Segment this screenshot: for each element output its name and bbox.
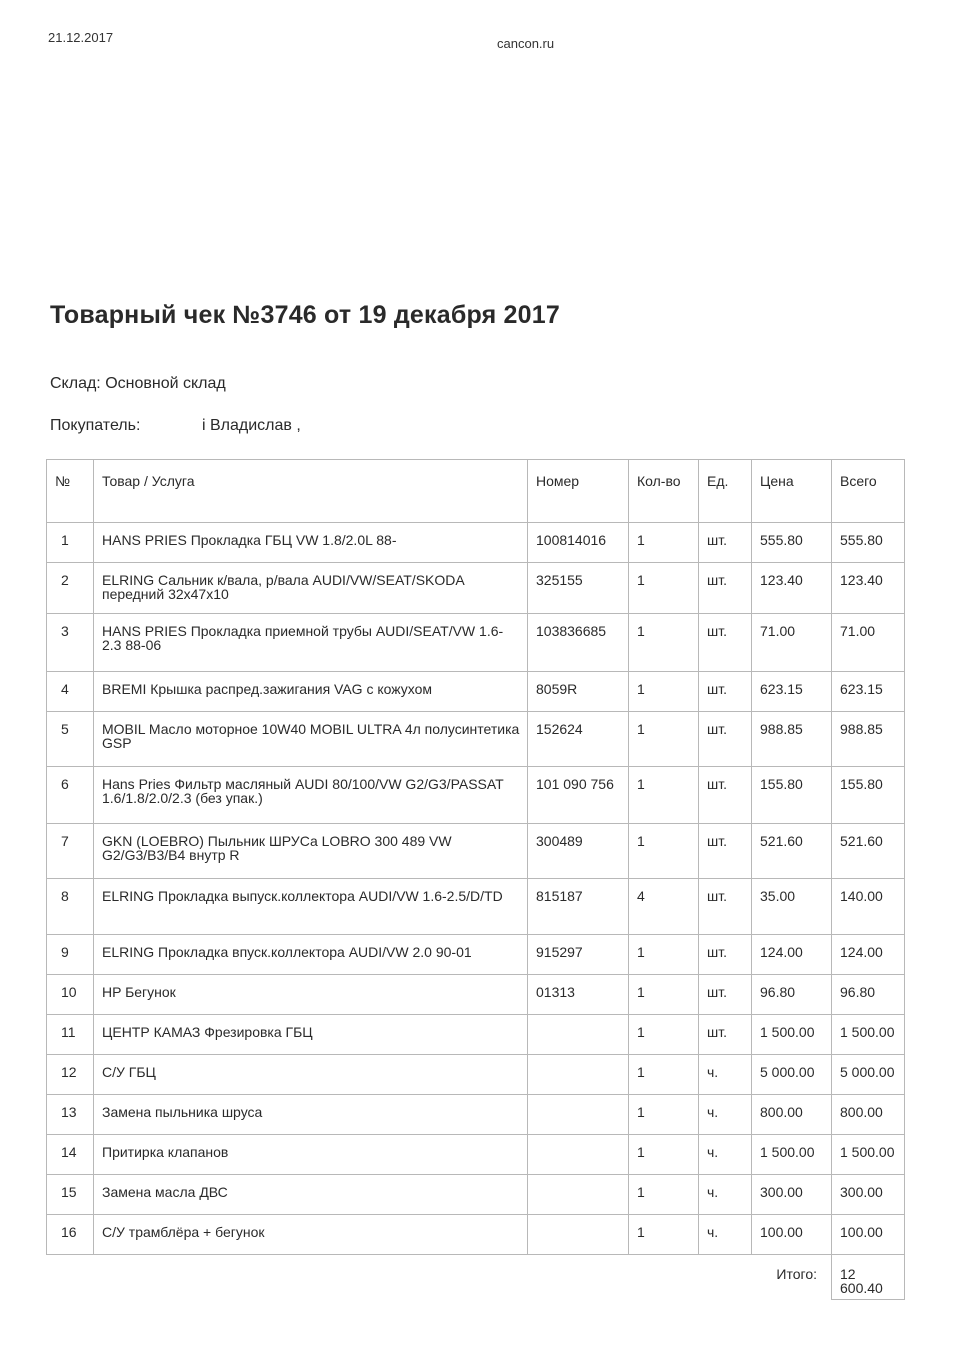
row-unit: шт.: [699, 614, 752, 672]
col-header-number: №: [47, 460, 94, 523]
row-code: [528, 1135, 629, 1175]
row-total: 124.00: [832, 935, 905, 975]
table-row: [47, 1215, 905, 1255]
row-unit: ч.: [699, 1175, 752, 1215]
row-qty: 1: [629, 767, 699, 824]
row-qty: 1: [629, 712, 699, 767]
row-unit: ч.: [699, 1055, 752, 1095]
row-unit: ч.: [699, 1215, 752, 1255]
row-code: 152624: [528, 712, 629, 767]
row-qty: 4: [629, 879, 699, 935]
row-number: 7: [47, 824, 94, 879]
warehouse-line: Склад: Основной склад: [50, 375, 226, 392]
row-code: 300489: [528, 824, 629, 879]
row-qty: 1: [629, 672, 699, 712]
buyer-label: Покупатель:: [50, 417, 141, 434]
row-qty: 1: [629, 824, 699, 879]
row-item-name: GKN (LOEBRO) Пыльник ШРУСа LOBRO 300 489 VW G2/G3/B3/B4 внутр R: [94, 824, 528, 879]
row-price: 100.00: [752, 1215, 832, 1255]
row-qty: 1: [629, 1095, 699, 1135]
row-price: 124.00: [752, 935, 832, 975]
receipt-title: Товарный чек №3746 от 19 декабря 2017: [50, 301, 560, 329]
row-qty: 1: [629, 1135, 699, 1175]
row-item-name: BREMI Крышка распред.зажигания VAG с кожухом: [94, 672, 528, 712]
row-unit: шт.: [699, 563, 752, 614]
table-row: [47, 824, 905, 879]
row-total: 521.60: [832, 824, 905, 879]
total-row: [47, 1255, 905, 1300]
table-row: [47, 767, 905, 824]
row-number: 11: [47, 1015, 94, 1055]
row-qty: 1: [629, 975, 699, 1015]
table-row: [47, 1135, 905, 1175]
row-number: 2: [47, 563, 94, 614]
row-price: 555.80: [752, 523, 832, 563]
row-item-name: С/У трамблёра + бегунок: [94, 1215, 528, 1255]
table-row: [47, 523, 905, 563]
row-qty: 1: [629, 563, 699, 614]
table-row: [47, 1015, 905, 1055]
row-item-name: С/У ГБЦ: [94, 1055, 528, 1095]
items-table: [46, 459, 905, 1300]
row-price: 123.40: [752, 563, 832, 614]
row-item-name: ЦЕНТР КАМАЗ Фрезировка ГБЦ: [94, 1015, 528, 1055]
site-name: cancon.ru: [497, 36, 555, 51]
table-row: [47, 879, 905, 935]
row-code: 01313: [528, 975, 629, 1015]
row-code: 100814016: [528, 523, 629, 563]
row-price: 5 000.00: [752, 1055, 832, 1095]
row-number: 13: [47, 1095, 94, 1135]
table-row: [47, 935, 905, 975]
row-code: [528, 1015, 629, 1055]
row-number: 3: [47, 614, 94, 672]
buyer-name: і Владислав ,: [202, 417, 301, 434]
row-price: 35.00: [752, 879, 832, 935]
table-row: [47, 614, 905, 672]
row-total: 100.00: [832, 1215, 905, 1255]
print-date: 21.12.2017: [48, 30, 114, 45]
row-qty: 1: [629, 1055, 699, 1095]
row-code: 325155: [528, 563, 629, 614]
row-total: 5 000.00: [832, 1055, 905, 1095]
table-row: [47, 712, 905, 767]
row-number: 6: [47, 767, 94, 824]
row-total: 140.00: [832, 879, 905, 935]
row-total: 1 500.00: [832, 1135, 905, 1175]
total-value: 12 600.40: [832, 1255, 905, 1300]
row-price: 1 500.00: [752, 1135, 832, 1175]
col-header-total: Всего: [832, 460, 905, 523]
row-code: [528, 1095, 629, 1135]
row-unit: шт.: [699, 975, 752, 1015]
table-row: [47, 563, 905, 614]
row-item-name: Замена масла ДВС: [94, 1175, 528, 1215]
col-header-price: Цена: [752, 460, 832, 523]
row-item-name: HANS PRIES Прокладка ГБЦ VW 1.8/2.0L 88-: [94, 523, 528, 563]
row-unit: шт.: [699, 1015, 752, 1055]
table-row: [47, 1095, 905, 1135]
table-header-row: [47, 460, 905, 523]
row-total: 155.80: [832, 767, 905, 824]
row-qty: 1: [629, 935, 699, 975]
row-item-name: HANS PRIES Прокладка приемной трубы AUDI/SEAT/VW 1.6-2.3 88-06: [94, 614, 528, 672]
table-row: [47, 1055, 905, 1095]
row-unit: шт.: [699, 767, 752, 824]
row-unit: ч.: [699, 1135, 752, 1175]
row-code: 101 090 756: [528, 767, 629, 824]
row-qty: 1: [629, 1215, 699, 1255]
col-header-item: Товар / Услуга: [94, 460, 528, 523]
row-number: 1: [47, 523, 94, 563]
row-price: 800.00: [752, 1095, 832, 1135]
row-code: 103836685: [528, 614, 629, 672]
row-item-name: ELRING Прокладка выпуск.коллектора AUDI/VW 1.6-2.5/D/TD: [94, 879, 528, 935]
row-total: 988.85: [832, 712, 905, 767]
items-table-body: [47, 523, 905, 1255]
row-item-name: Притирка клапанов: [94, 1135, 528, 1175]
row-code: [528, 1215, 629, 1255]
row-number: 12: [47, 1055, 94, 1095]
table-row: [47, 975, 905, 1015]
row-item-name: HP Бегунок: [94, 975, 528, 1015]
row-price: 1 500.00: [752, 1015, 832, 1055]
row-total: 96.80: [832, 975, 905, 1015]
row-code: [528, 1175, 629, 1215]
row-number: 10: [47, 975, 94, 1015]
row-item-name: Hans Pries Фильтр масляный AUDI 80/100/VW G2/G3/PASSAT 1.6/1.8/2.0/2.3 (без упак.): [94, 767, 528, 824]
row-total: 800.00: [832, 1095, 905, 1135]
row-total: 623.15: [832, 672, 905, 712]
row-number: 15: [47, 1175, 94, 1215]
row-unit: шт.: [699, 824, 752, 879]
total-label: Итого:: [776, 1266, 817, 1282]
row-total: 123.40: [832, 563, 905, 614]
row-code: [528, 1055, 629, 1095]
row-number: 14: [47, 1135, 94, 1175]
row-code: 815187: [528, 879, 629, 935]
row-number: 16: [47, 1215, 94, 1255]
table-row: [47, 672, 905, 712]
row-number: 4: [47, 672, 94, 712]
row-total: 1 500.00: [832, 1015, 905, 1055]
row-total: 300.00: [832, 1175, 905, 1215]
row-code: 915297: [528, 935, 629, 975]
row-number: 5: [47, 712, 94, 767]
row-number: 9: [47, 935, 94, 975]
row-unit: шт.: [699, 672, 752, 712]
row-qty: 1: [629, 1015, 699, 1055]
row-item-name: MOBIL Масло моторное 10W40 MOBIL ULTRA 4л полусинтетика GSP: [94, 712, 528, 767]
row-unit: ч.: [699, 1095, 752, 1135]
row-qty: 1: [629, 523, 699, 563]
row-code: 8059R: [528, 672, 629, 712]
row-unit: шт.: [699, 935, 752, 975]
col-header-code: Номер: [528, 460, 629, 523]
row-price: 623.15: [752, 672, 832, 712]
row-price: 96.80: [752, 975, 832, 1015]
buyer-line: [50, 417, 301, 435]
row-price: 521.60: [752, 824, 832, 879]
col-header-unit: Ед.: [699, 460, 752, 523]
table-row: [47, 1175, 905, 1215]
row-item-name: Замена пыльника шруса: [94, 1095, 528, 1135]
row-price: 71.00: [752, 614, 832, 672]
row-item-name: ELRING Прокладка впуск.коллектора AUDI/VW 2.0 90-01: [94, 935, 528, 975]
row-unit: шт.: [699, 879, 752, 935]
row-price: 300.00: [752, 1175, 832, 1215]
row-number: 8: [47, 879, 94, 935]
row-item-name: ELRING Сальник к/вала, р/вала AUDI/VW/SEAT/SKODA передний 32x47x10: [94, 563, 528, 614]
row-qty: 1: [629, 614, 699, 672]
row-price: 988.85: [752, 712, 832, 767]
row-unit: шт.: [699, 523, 752, 563]
row-total: 555.80: [832, 523, 905, 563]
row-unit: шт.: [699, 712, 752, 767]
row-price: 155.80: [752, 767, 832, 824]
row-qty: 1: [629, 1175, 699, 1215]
row-total: 71.00: [832, 614, 905, 672]
col-header-qty: Кол-во: [629, 460, 699, 523]
